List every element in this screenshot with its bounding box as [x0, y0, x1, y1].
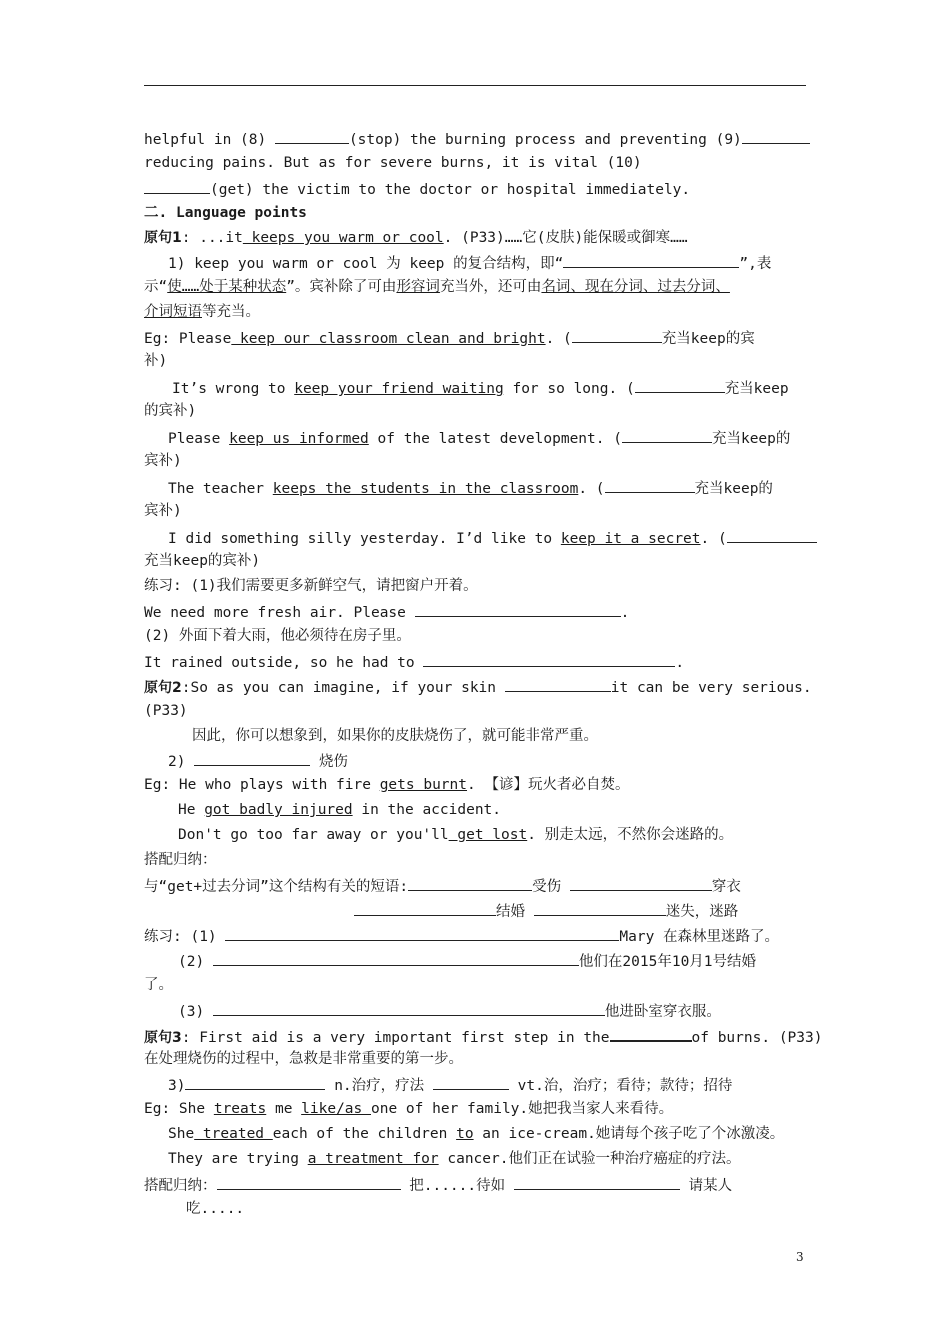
answer-blank[interactable]: [635, 377, 725, 393]
answer-blank[interactable]: [354, 900, 496, 916]
answer-blank[interactable]: [415, 601, 621, 617]
answer-blank[interactable]: [433, 1074, 509, 1090]
answer-blank[interactable]: [423, 651, 675, 667]
answer-blank[interactable]: [275, 128, 349, 144]
sentence-1: 原句1: ...it keeps you warm or cool. (P33)……它(皮肤)能保暖或御寒……: [144, 230, 688, 246]
example-line: Don't go too far away or you'll get lost. 别走太远，不然你会迷路的。: [178, 827, 734, 843]
text-line: reducing pains. But as for severe burns, it is vital (10): [144, 155, 642, 171]
exercise-line: (2) 他们在2015年10月1号结婚: [178, 950, 806, 972]
answer-blank[interactable]: [610, 1025, 692, 1042]
example-line: I did something silly yesterday. I’d like to keep it a secret. (: [168, 527, 806, 549]
exercise-line: (2) 外面下着大雨，他必须待在房子里。: [144, 628, 411, 644]
text-line: (P33): [144, 703, 188, 719]
answer-blank[interactable]: [505, 676, 611, 692]
vocab-item: 2) 烧伤: [168, 750, 806, 772]
exercise-line: We need more fresh air. Please .: [144, 601, 806, 623]
example-line: It’s wrong to keep your friend waiting for so long. ( 充当keep: [172, 377, 806, 399]
answer-blank[interactable]: [213, 950, 579, 966]
text-line: 补): [144, 353, 168, 369]
text-line: 结婚 迷失，迷路: [354, 900, 806, 922]
text-line: 在处理烧伤的过程中，急救是非常重要的第一步。: [144, 1051, 463, 1067]
answer-blank[interactable]: [742, 128, 810, 144]
text-line: 的宾补): [144, 403, 197, 419]
text-line: 示“使……处于某种状态”。宾补除了可由形容词充当外，还可由名词、现在分词、过去分词、: [144, 279, 730, 295]
exercise-line: It rained outside, so he had to .: [144, 651, 806, 673]
header-rule: [144, 85, 806, 86]
page-number: 3: [796, 1250, 804, 1264]
example-line: Eg: Please keep our classroom clean and bright. ( 充当keep的宾: [144, 327, 806, 349]
text-line: 介词短语等充当。: [144, 304, 260, 320]
text-line: 与“get+过去分词”这个结构有关的短语: 受伤 穿衣: [144, 875, 806, 897]
example-line: Eg: He who plays with fire gets burnt. 【谚】玩火者必自焚。: [144, 777, 630, 793]
text-line: 1) keep you warm or cool 为 keep 的复合结构，即“ ”,表: [168, 252, 806, 274]
text-line: 吃.....: [186, 1201, 245, 1217]
text-line: 宾补): [144, 503, 182, 519]
example-line: Eg: She treats me like/as one of her family.她把我当家人来看待。: [144, 1101, 674, 1117]
answer-blank[interactable]: [194, 750, 310, 766]
text-line: 充当keep的宾补): [144, 553, 261, 569]
text-line: 搭配归纳：: [144, 852, 217, 868]
text-line: 因此，你可以想象到，如果你的皮肤烧伤了，就可能非常严重。: [192, 728, 598, 744]
example-line: The teacher keeps the students in the classroom. ( 充当keep的: [168, 477, 806, 499]
answer-blank[interactable]: [727, 527, 817, 543]
text-line: (get) the victim to the doctor or hospital immediately.: [144, 178, 806, 200]
sentence-2: 原句2:So as you can imagine, if your skin it can be very serious.: [144, 676, 806, 698]
answer-blank[interactable]: [144, 178, 210, 194]
sentence-3: 原句3: First aid is a very important first step in the of burns. (P33): [144, 1025, 806, 1048]
answer-blank[interactable]: [213, 1000, 605, 1016]
text-line: 了。: [144, 977, 173, 993]
answer-blank[interactable]: [572, 327, 662, 343]
answer-blank[interactable]: [217, 1174, 401, 1190]
answer-blank[interactable]: [534, 900, 666, 916]
answer-blank[interactable]: [563, 252, 739, 268]
exercise-line: 练习: (1)我们需要更多新鲜空气，请把窗户开着。: [144, 578, 478, 594]
answer-blank[interactable]: [225, 925, 619, 941]
exercise-line: (3) 他进卧室穿衣服。: [178, 1000, 806, 1022]
example-line: He got badly injured in the accident.: [178, 802, 502, 818]
vocab-item: 3) n.治疗，疗法 vt.治，治疗；看待；款待；招待: [168, 1074, 806, 1096]
answer-blank[interactable]: [185, 1074, 325, 1090]
example-line: They are trying a treatment for cancer.他们正在试验一种治疗癌症的疗法。: [168, 1151, 741, 1167]
answer-blank[interactable]: [408, 875, 532, 891]
example-line: Please keep us informed of the latest development. ( 充当keep的: [168, 427, 806, 449]
text-line: helpful in (8) (stop) the burning process and preventing (9): [144, 128, 806, 150]
answer-blank[interactable]: [514, 1174, 680, 1190]
exercise-line: 练习: (1) Mary 在森林里迷路了。: [144, 925, 806, 947]
answer-blank[interactable]: [570, 875, 712, 891]
answer-blank[interactable]: [605, 477, 695, 493]
section-heading: 二. Language points: [144, 205, 307, 221]
answer-blank[interactable]: [622, 427, 712, 443]
text-line: 宾补): [144, 453, 182, 469]
example-line: She treated each of the children to an ice-cream.她请每个孩子吃了个冰激凌。: [168, 1126, 785, 1142]
text-line: 搭配归纳： 把......待如 请某人: [144, 1174, 806, 1196]
